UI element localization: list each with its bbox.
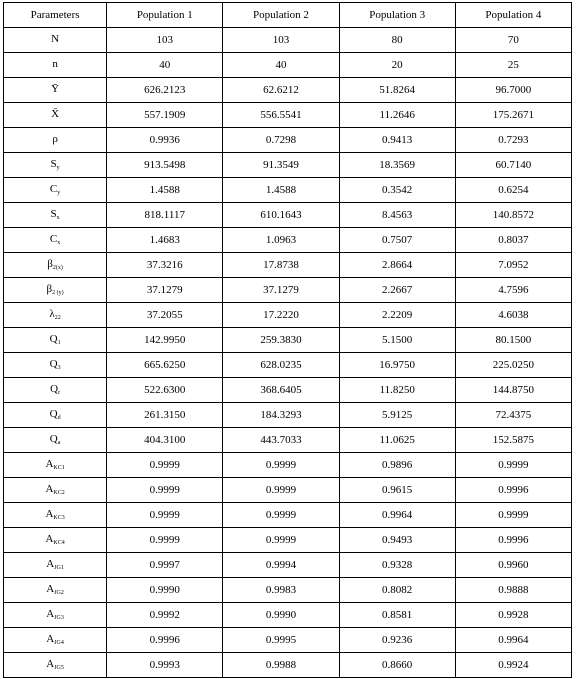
- parameter-subscript: 3: [57, 365, 61, 371]
- value-cell-population-2: 40: [223, 53, 339, 78]
- value-cell-population-2: 443.7033: [223, 428, 339, 453]
- table-row: [4, 528, 572, 553]
- value-cell-population-3: 51.8264: [339, 78, 455, 103]
- parameter-cell: [4, 53, 107, 78]
- value-cell-population-4: 70: [455, 28, 571, 53]
- parameter-cell: [4, 453, 107, 478]
- value-cell-population-4: 152.5875: [455, 428, 571, 453]
- table-row: [4, 28, 572, 53]
- value-cell-population-1: 103: [107, 28, 223, 53]
- table-row: [4, 578, 572, 603]
- parameter-cell: [4, 378, 107, 403]
- value-cell-population-2: 0.9988: [223, 653, 339, 678]
- value-cell-population-3: 0.8581: [339, 603, 455, 628]
- table-row: [4, 178, 572, 203]
- header-population-4: Population 4: [455, 3, 571, 28]
- value-cell-population-4: 0.9964: [455, 628, 571, 653]
- value-cell-population-1: 0.9997: [107, 553, 223, 578]
- parameter-subscript: KC1: [53, 465, 65, 471]
- value-cell-population-3: 80: [339, 28, 455, 53]
- table-row: [4, 128, 572, 153]
- value-cell-population-1: 404.3100: [107, 428, 223, 453]
- value-cell-population-3: 11.2646: [339, 103, 455, 128]
- value-cell-population-3: 2.2667: [339, 278, 455, 303]
- value-cell-population-4: 144.8750: [455, 378, 571, 403]
- parameter-cell: [4, 153, 107, 178]
- value-cell-population-1: 913.5498: [107, 153, 223, 178]
- value-cell-population-2: 368.6405: [223, 378, 339, 403]
- header-parameters: Parameters: [4, 3, 107, 28]
- value-cell-population-3: 2.8664: [339, 253, 455, 278]
- parameter-symbol: A: [46, 633, 55, 645]
- value-cell-population-1: 37.3216: [107, 253, 223, 278]
- value-cell-population-3: 18.3569: [339, 153, 455, 178]
- parameter-cell: [4, 203, 107, 228]
- parameter-subscript: JG1: [54, 565, 64, 571]
- parameter-symbol: A: [45, 483, 54, 495]
- parameter-subscript: JG3: [54, 615, 64, 621]
- value-cell-population-4: 4.7596: [455, 278, 571, 303]
- parameter-subscript: 22: [54, 315, 61, 321]
- parameter-symbol: S: [50, 208, 57, 220]
- value-cell-population-3: 11.0625: [339, 428, 455, 453]
- parameter-symbol: Q: [49, 433, 58, 445]
- value-cell-population-4: 0.9996: [455, 528, 571, 553]
- value-cell-population-2: 1.4588: [223, 178, 339, 203]
- value-cell-population-4: 60.7140: [455, 153, 571, 178]
- table-row: [4, 378, 572, 403]
- table-row: [4, 328, 572, 353]
- value-cell-population-2: 0.9999: [223, 453, 339, 478]
- value-cell-population-2: 0.9983: [223, 578, 339, 603]
- table-row: [4, 353, 572, 378]
- parameter-subscript: KC2: [53, 490, 65, 496]
- parameter-cell: [4, 403, 107, 428]
- value-cell-population-2: 17.2220: [223, 303, 339, 328]
- value-cell-population-1: 818.1117: [107, 203, 223, 228]
- table-row: [4, 453, 572, 478]
- value-cell-population-3: 20: [339, 53, 455, 78]
- value-cell-population-4: 140.8572: [455, 203, 571, 228]
- parameter-symbol: C: [49, 233, 58, 245]
- parameter-cell: [4, 578, 107, 603]
- header-population-2: Population 2: [223, 3, 339, 28]
- value-cell-population-1: 37.2055: [107, 303, 223, 328]
- value-cell-population-1: 0.9999: [107, 453, 223, 478]
- parameter-symbol: A: [45, 458, 54, 470]
- table-row: [4, 503, 572, 528]
- value-cell-population-4: 0.9924: [455, 653, 571, 678]
- parameter-cell: [4, 178, 107, 203]
- value-cell-population-2: 0.9990: [223, 603, 339, 628]
- parameter-subscript: 2(x): [52, 265, 63, 271]
- parameter-symbol: β: [47, 258, 53, 270]
- parameter-symbol: X̄: [51, 108, 60, 120]
- header-population-3: Population 3: [339, 3, 455, 28]
- value-cell-population-1: 626.2123: [107, 78, 223, 103]
- parameter-symbol: Ȳ: [51, 83, 60, 95]
- parameter-symbol: C: [49, 183, 58, 195]
- value-cell-population-3: 0.8082: [339, 578, 455, 603]
- value-cell-population-1: 0.9936: [107, 128, 223, 153]
- table-row: [4, 78, 572, 103]
- table-row: [4, 403, 572, 428]
- parameter-cell: [4, 253, 107, 278]
- parameter-symbol: Q: [49, 358, 58, 370]
- table-row: [4, 228, 572, 253]
- table-row: [4, 53, 572, 78]
- parameter-cell: [4, 353, 107, 378]
- parameter-subscript: x: [56, 215, 60, 221]
- value-cell-population-3: 11.8250: [339, 378, 455, 403]
- table-row: [4, 278, 572, 303]
- value-cell-population-4: 0.8037: [455, 228, 571, 253]
- value-cell-population-3: 0.9413: [339, 128, 455, 153]
- parameter-subscript: x: [57, 240, 61, 246]
- value-cell-population-4: 0.9996: [455, 478, 571, 503]
- parameter-symbol: ρ: [52, 133, 58, 145]
- parameter-cell: [4, 503, 107, 528]
- value-cell-population-3: 0.3542: [339, 178, 455, 203]
- value-cell-population-1: 557.1909: [107, 103, 223, 128]
- value-cell-population-2: 0.9994: [223, 553, 339, 578]
- table-row: [4, 653, 572, 678]
- parameter-cell: [4, 528, 107, 553]
- value-cell-population-3: 0.9964: [339, 503, 455, 528]
- table-row: [4, 103, 572, 128]
- parameter-symbol: λ: [49, 308, 55, 320]
- parameters-table: [3, 2, 572, 678]
- value-cell-population-3: 5.9125: [339, 403, 455, 428]
- parameter-subscript: KC3: [53, 515, 65, 521]
- parameter-symbol: A: [46, 608, 55, 620]
- value-cell-population-2: 37.1279: [223, 278, 339, 303]
- value-cell-population-1: 0.9996: [107, 628, 223, 653]
- table-row: [4, 628, 572, 653]
- header-row: [4, 3, 572, 28]
- value-cell-population-3: 0.9896: [339, 453, 455, 478]
- value-cell-population-2: 103: [223, 28, 339, 53]
- parameter-subscript: y: [56, 165, 60, 171]
- value-cell-population-1: 665.6250: [107, 353, 223, 378]
- table-row: [4, 603, 572, 628]
- value-cell-population-3: 2.2209: [339, 303, 455, 328]
- parameter-symbol: A: [45, 508, 54, 520]
- value-cell-population-2: 0.9999: [223, 478, 339, 503]
- value-cell-population-1: 0.9993: [107, 653, 223, 678]
- value-cell-population-3: 0.9236: [339, 628, 455, 653]
- parameter-cell: [4, 228, 107, 253]
- parameter-symbol: β: [46, 283, 53, 295]
- parameter-symbol: n: [52, 58, 58, 70]
- value-cell-population-1: 261.3150: [107, 403, 223, 428]
- value-cell-population-1: 142.9950: [107, 328, 223, 353]
- value-cell-population-3: 8.4563: [339, 203, 455, 228]
- table-row: [4, 478, 572, 503]
- parameter-cell: [4, 603, 107, 628]
- parameter-cell: [4, 278, 107, 303]
- parameter-cell: [4, 78, 107, 103]
- value-cell-population-2: 628.0235: [223, 353, 339, 378]
- parameter-symbol: N: [51, 33, 60, 45]
- parameter-cell: [4, 628, 107, 653]
- parameter-subscript: a: [57, 440, 61, 446]
- value-cell-population-4: 0.9999: [455, 503, 571, 528]
- value-cell-population-2: 610.1643: [223, 203, 339, 228]
- value-cell-population-4: 80.1500: [455, 328, 571, 353]
- parameter-symbol: Q: [50, 383, 59, 395]
- value-cell-population-4: 0.9888: [455, 578, 571, 603]
- value-cell-population-4: 25: [455, 53, 571, 78]
- parameter-cell: [4, 303, 107, 328]
- value-cell-population-4: 7.0952: [455, 253, 571, 278]
- parameter-symbol: A: [45, 533, 54, 545]
- value-cell-population-3: 0.8660: [339, 653, 455, 678]
- table-row: [4, 153, 572, 178]
- value-cell-population-4: 225.0250: [455, 353, 571, 378]
- value-cell-population-4: 175.2671: [455, 103, 571, 128]
- value-cell-population-4: 96.7000: [455, 78, 571, 103]
- parameter-cell: [4, 553, 107, 578]
- parameter-subscript: JG2: [54, 590, 64, 596]
- value-cell-population-2: 91.3549: [223, 153, 339, 178]
- parameter-symbol: Q: [49, 408, 58, 420]
- value-cell-population-4: 0.9999: [455, 453, 571, 478]
- parameter-subscript: r: [58, 390, 61, 396]
- value-cell-population-3: 0.9328: [339, 553, 455, 578]
- parameter-subscript: 2 (y): [52, 290, 64, 296]
- value-cell-population-3: 0.7507: [339, 228, 455, 253]
- parameter-subscript: d: [57, 415, 61, 421]
- parameter-subscript: JG5: [54, 665, 64, 671]
- value-cell-population-4: 0.7293: [455, 128, 571, 153]
- value-cell-population-1: 0.9999: [107, 478, 223, 503]
- value-cell-population-3: 0.9615: [339, 478, 455, 503]
- value-cell-population-1: 0.9999: [107, 528, 223, 553]
- value-cell-population-2: 0.7298: [223, 128, 339, 153]
- value-cell-population-4: 72.4375: [455, 403, 571, 428]
- value-cell-population-4: 4.6038: [455, 303, 571, 328]
- parameter-symbol: A: [46, 583, 55, 595]
- value-cell-population-2: 17.8738: [223, 253, 339, 278]
- value-cell-population-1: 40: [107, 53, 223, 78]
- value-cell-population-1: 37.1279: [107, 278, 223, 303]
- header-population-1: Population 1: [107, 3, 223, 28]
- parameter-symbol: A: [46, 658, 55, 670]
- parameter-subscript: KC4: [53, 540, 65, 546]
- parameter-cell: [4, 103, 107, 128]
- parameter-cell: [4, 653, 107, 678]
- value-cell-population-3: 16.9750: [339, 353, 455, 378]
- parameter-symbol: Q: [49, 333, 58, 345]
- parameter-cell: [4, 28, 107, 53]
- parameter-cell: [4, 328, 107, 353]
- value-cell-population-2: 1.0963: [223, 228, 339, 253]
- parameter-symbol: S: [50, 158, 57, 170]
- parameter-cell: [4, 428, 107, 453]
- value-cell-population-2: 184.3293: [223, 403, 339, 428]
- table-row: [4, 303, 572, 328]
- table-row: [4, 253, 572, 278]
- value-cell-population-1: 0.9992: [107, 603, 223, 628]
- value-cell-population-1: 0.9999: [107, 503, 223, 528]
- table-row: [4, 553, 572, 578]
- parameter-cell: [4, 128, 107, 153]
- value-cell-population-2: 0.9999: [223, 503, 339, 528]
- parameter-subscript: y: [57, 190, 61, 196]
- value-cell-population-1: 1.4588: [107, 178, 223, 203]
- value-cell-population-3: 5.1500: [339, 328, 455, 353]
- value-cell-population-2: 556.5541: [223, 103, 339, 128]
- parameter-symbol: A: [46, 558, 55, 570]
- parameter-cell: [4, 478, 107, 503]
- value-cell-population-1: 1.4683: [107, 228, 223, 253]
- table-body: [4, 28, 572, 678]
- value-cell-population-3: 0.9493: [339, 528, 455, 553]
- value-cell-population-2: 0.9999: [223, 528, 339, 553]
- table-row: [4, 203, 572, 228]
- value-cell-population-4: 0.6254: [455, 178, 571, 203]
- value-cell-population-2: 0.9995: [223, 628, 339, 653]
- parameter-subscript: JG4: [54, 640, 64, 646]
- value-cell-population-2: 259.3830: [223, 328, 339, 353]
- value-cell-population-2: 62.6212: [223, 78, 339, 103]
- table-row: [4, 428, 572, 453]
- parameter-subscript: 1: [57, 340, 61, 346]
- value-cell-population-4: 0.9928: [455, 603, 571, 628]
- value-cell-population-1: 0.9990: [107, 578, 223, 603]
- value-cell-population-1: 522.6300: [107, 378, 223, 403]
- value-cell-population-4: 0.9960: [455, 553, 571, 578]
